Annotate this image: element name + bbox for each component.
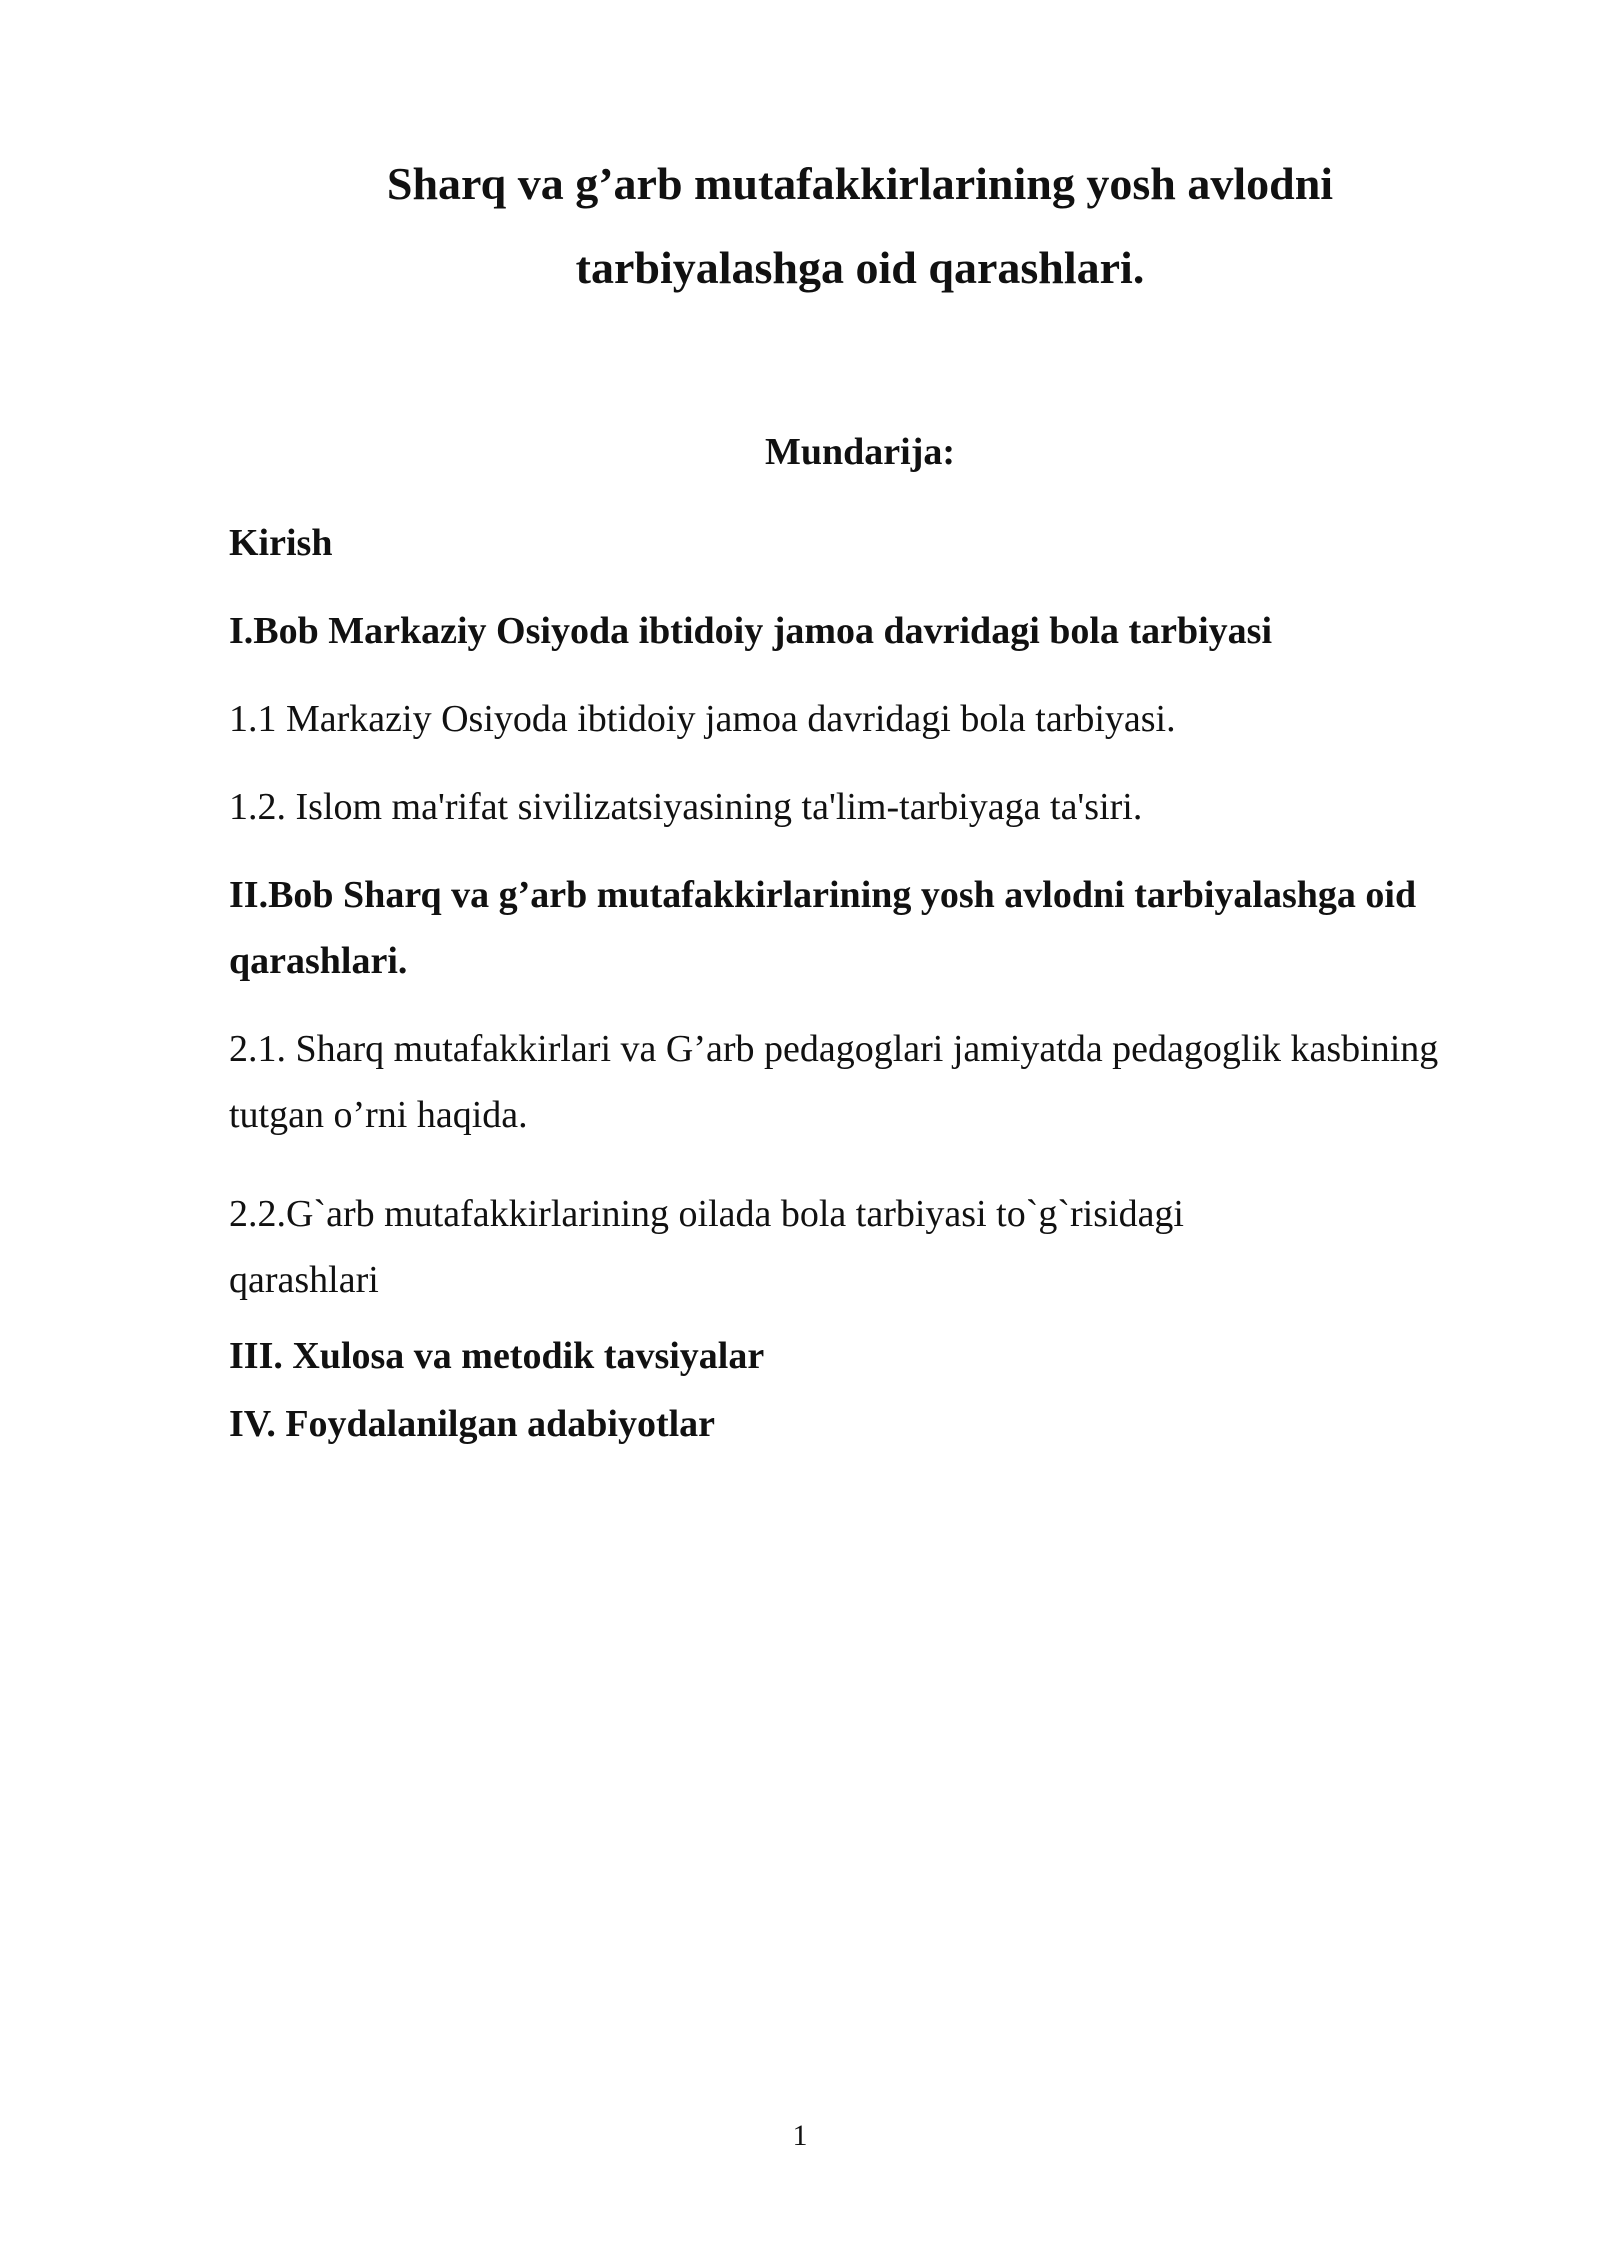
toc-entry-section-2-1 bbox=[229, 1016, 1489, 1148]
toc-entry-chapter-2-line-2: qarashlari. bbox=[229, 940, 408, 982]
toc-entry-section-2-2-line-2: qarashlari bbox=[229, 1259, 379, 1301]
toc-entry-chapter-2-line-1: II.Bob Sharq va g’arb mutafakkirlarining yosh avlodni tarbiyalashga oid bbox=[229, 874, 1417, 916]
document-title-line-2: tarbiyalashga oid qarashlari. bbox=[575, 242, 1145, 293]
toc-entry-chapter-1: I.Bob Markaziy Osiyoda ibtidoiy jamoa davridagi bola tarbiyasi bbox=[229, 610, 1272, 652]
toc-entry-references: IV. Foydalanilgan adabiyotlar bbox=[229, 1403, 716, 1445]
toc-entry-section-2-1-line-2: tutgan o’rni haqida. bbox=[229, 1094, 528, 1136]
toc-heading: Mundarija: bbox=[765, 431, 955, 473]
toc-entry-section-1-2: 1.2. Islom ma'rifat sivilizatsiyasining ta'lim-tarbiyaga ta'siri. bbox=[229, 786, 1143, 828]
toc-entry-section-1-1: 1.1 Markaziy Osiyoda ibtidoiy jamoa davridagi bola tarbiyasi. bbox=[229, 698, 1176, 740]
toc-entry-section-2-2-line-1: 2.2.G`arb mutafakkirlarining oilada bola tarbiyasi to`g`risidagi bbox=[229, 1193, 1184, 1235]
toc-entry-conclusion: III. Xulosa va metodik tavsiyalar bbox=[229, 1335, 765, 1377]
toc-entry-section-2-2 bbox=[229, 1181, 1489, 1313]
toc-entry-section-2-1-line-1: 2.1. Sharq mutafakkirlari va G’arb pedagoglari jamiyatda pedagoglik kasbining bbox=[229, 1028, 1439, 1070]
toc-entry-chapter-2 bbox=[229, 862, 1489, 994]
toc-entry-kirish: Kirish bbox=[229, 522, 333, 564]
document-title bbox=[230, 142, 1490, 310]
page-number: 1 bbox=[792, 2119, 808, 2152]
document-title-line-1: Sharq va g’arb mutafakkirlarining yosh avlodni bbox=[386, 158, 1334, 209]
